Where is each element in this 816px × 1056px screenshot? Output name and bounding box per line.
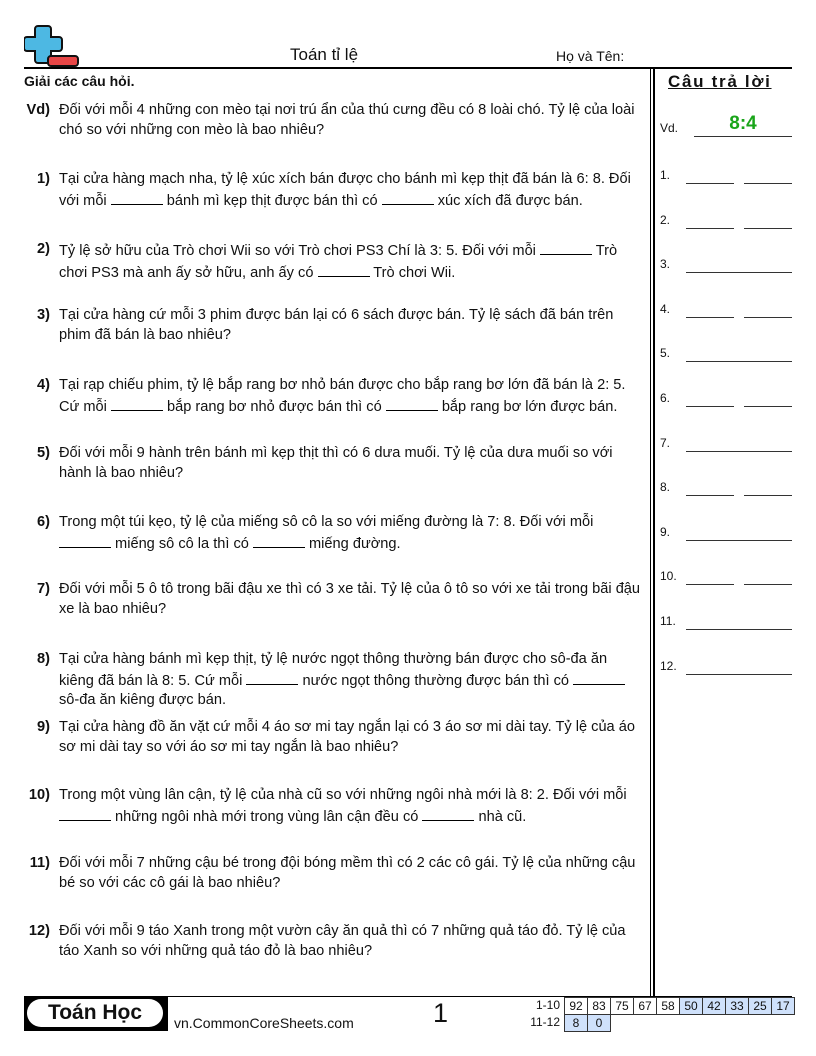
question bbox=[24, 513, 644, 554]
answers-title: Câu trả lời bbox=[668, 72, 772, 91]
question-text bbox=[59, 240, 644, 283]
question-text bbox=[59, 786, 644, 827]
question-text-part: nhà cũ. bbox=[474, 808, 527, 825]
example-answer: 8:4 bbox=[729, 113, 757, 134]
answer-row bbox=[660, 610, 792, 630]
answer-label: 1. bbox=[660, 168, 671, 182]
fill-in-blank[interactable] bbox=[59, 533, 111, 548]
answer-label: Vd. bbox=[660, 121, 679, 135]
question-text-part: bánh mì kẹp thịt được bán thì có bbox=[162, 192, 382, 209]
fill-in-blank[interactable] bbox=[318, 262, 370, 277]
question-text-part: Tại rạp chiếu phim, tỷ lệ bắp rang bơ nhỏ bán được cho bắp rang bơ lớn đã bán là 2: 5. Cứ mỗi bbox=[59, 377, 626, 415]
question-text-part: Tỷ lệ sở hữu của Trò chơi Wii so với Trò chơi PS3 Chí là 3: 5. Đối với mỗi bbox=[59, 243, 540, 259]
question bbox=[24, 922, 644, 961]
score-cell: 0 bbox=[587, 1014, 611, 1032]
fill-in-blank[interactable] bbox=[59, 806, 111, 821]
answer-line bbox=[694, 113, 792, 137]
fill-in-blank[interactable] bbox=[111, 190, 163, 205]
question-text-part: nước ngọt thông thường được bán thì có bbox=[298, 672, 574, 689]
question-text-part: sô-đa ăn kiêng được bán. bbox=[59, 692, 227, 708]
brand-badge bbox=[24, 996, 168, 1031]
answer-label: 12. bbox=[660, 658, 677, 673]
question-number: 10) bbox=[28, 787, 50, 803]
question-number: 8) bbox=[37, 651, 50, 667]
answer-input-line[interactable] bbox=[686, 406, 734, 407]
question bbox=[24, 444, 644, 483]
fill-in-blank[interactable] bbox=[540, 240, 592, 255]
fill-in-blank[interactable] bbox=[253, 533, 305, 548]
answer-input-line[interactable] bbox=[744, 495, 792, 496]
answer-label: 9. bbox=[660, 524, 671, 539]
question-number: 6) bbox=[37, 514, 50, 530]
score-cell: 42 bbox=[702, 997, 726, 1015]
answer-row bbox=[660, 565, 792, 585]
score-cell: 58 bbox=[656, 997, 680, 1015]
answer-label: 7. bbox=[660, 435, 671, 450]
column-divider bbox=[653, 69, 655, 997]
instructions: Giải các câu hỏi. bbox=[24, 73, 135, 89]
question-number: 4) bbox=[37, 377, 50, 393]
score-row bbox=[565, 997, 795, 1015]
answer-label: 8. bbox=[660, 480, 671, 495]
fill-in-blank[interactable] bbox=[422, 806, 474, 821]
answer-input-line[interactable] bbox=[686, 540, 792, 541]
score-row-label: 11-12 bbox=[530, 1015, 560, 1029]
question bbox=[24, 580, 644, 619]
answer-input-line[interactable] bbox=[744, 183, 792, 184]
answer-input-line[interactable] bbox=[744, 317, 792, 318]
question-text-part: bắp rang bơ nhỏ được bán thì có bbox=[162, 398, 386, 415]
answer-input-line[interactable] bbox=[686, 272, 792, 273]
question-text-part: Tại cửa hàng bánh mì kẹp thịt, tỷ lệ nước ngọt thông thường bán được cho sô-đa ăn kiêng đã bán là 8: 5. Cứ mỗi bbox=[59, 651, 608, 689]
question bbox=[24, 854, 644, 893]
question-number: 7) bbox=[37, 581, 50, 597]
question-text bbox=[59, 376, 644, 417]
question-number: 11) bbox=[29, 855, 50, 871]
question-number: 5) bbox=[37, 445, 50, 461]
question-text-part: xúc xích đã được bán. bbox=[433, 192, 583, 209]
page-number: 1 bbox=[433, 998, 449, 1028]
question-text bbox=[59, 580, 644, 619]
question bbox=[24, 170, 644, 211]
question-text bbox=[59, 718, 644, 757]
answer-row bbox=[660, 476, 792, 496]
question-text-part: Trong một túi kẹo, tỷ lệ của miếng sô cô la so với miếng đường là 7: 8. Đối với mỗi bbox=[59, 514, 594, 530]
fill-in-blank[interactable] bbox=[111, 396, 163, 411]
example-question bbox=[24, 101, 644, 140]
plus-minus-icon bbox=[24, 24, 80, 68]
question-text-part: Đối với mỗi 9 táo Xanh trong một vườn cây ăn quả thì có 7 những quả táo đỏ. Tỷ lệ của táo Xanh so với những quả táo đỏ là bao nhiêu? bbox=[59, 923, 626, 959]
question-text-part: Tại cửa hàng đồ ăn vặt cứ mỗi 4 áo sơ mi tay ngắn lại có 3 áo sơ mi dài tay. Tỷ lệ của áo sơ mi dài tay so với áo sơ mi tay ngắn là bao nhiêu? bbox=[59, 719, 635, 755]
question-text bbox=[59, 650, 644, 711]
fill-in-blank[interactable] bbox=[246, 670, 298, 685]
answer-row bbox=[660, 655, 792, 675]
answer-input-line[interactable] bbox=[744, 584, 792, 585]
answer-row bbox=[660, 164, 792, 184]
site-url: vn.CommonCoreSheets.com bbox=[174, 1015, 354, 1031]
fill-in-blank[interactable] bbox=[386, 396, 438, 411]
question bbox=[24, 376, 644, 417]
answer-label: 10. bbox=[660, 569, 677, 584]
answer-input-line[interactable] bbox=[686, 317, 734, 318]
question-text-part: Trò chơi PS3 mà anh ấy sở hữu, anh ấy có bbox=[59, 243, 618, 281]
question bbox=[24, 650, 644, 711]
page-title: Toán tỉ lệ bbox=[290, 45, 359, 64]
question-text-part: Tại cửa hàng cứ mỗi 3 phim được bán lại có 6 sách được bán. Tỷ lệ sách đã bán trên phim đã bán là bao nhiêu? bbox=[59, 307, 614, 343]
answer-row bbox=[660, 521, 792, 541]
score-cell: 17 bbox=[771, 997, 795, 1015]
answer-label: 4. bbox=[660, 301, 671, 316]
name-label: Họ và Tên: bbox=[556, 48, 625, 64]
question-text-part: Đối với mỗi 5 ô tô trong bãi đậu xe thì có 3 xe tải. Tỷ lệ của ô tô so với xe tải trong bãi đậu xe là bao nhiêu? bbox=[59, 581, 641, 617]
answer-row bbox=[660, 209, 792, 229]
score-cell: 83 bbox=[587, 997, 611, 1015]
answer-row bbox=[660, 432, 792, 452]
score-cell: 8 bbox=[564, 1014, 588, 1032]
fill-in-blank[interactable] bbox=[573, 670, 625, 685]
question-text-part: bắp rang bơ lớn được bán. bbox=[437, 398, 618, 415]
score-cell: 25 bbox=[748, 997, 772, 1015]
question-text bbox=[59, 854, 644, 893]
answer-row bbox=[660, 298, 792, 318]
answer-row bbox=[660, 342, 792, 362]
answer-label: 5. bbox=[660, 346, 671, 361]
question-number: 1) bbox=[37, 171, 50, 187]
question-text bbox=[59, 170, 644, 211]
score-row bbox=[565, 1014, 611, 1032]
question bbox=[24, 240, 644, 283]
question-text bbox=[59, 444, 644, 483]
question bbox=[24, 306, 644, 345]
answer-input-line[interactable] bbox=[686, 183, 734, 184]
answer-row bbox=[660, 253, 792, 273]
question-text-part: những ngôi nhà mới trong vùng lân cận đều có bbox=[111, 808, 423, 825]
answer-row-example bbox=[660, 113, 792, 137]
answer-input-line[interactable] bbox=[686, 584, 734, 585]
score-cell: 75 bbox=[610, 997, 634, 1015]
question bbox=[24, 718, 644, 757]
question-text-part: Trong một vùng lân cận, tỷ lệ của nhà cũ so với những ngôi nhà mới là 8: 2. Đối với mỗi bbox=[59, 787, 627, 803]
question-text-part: Đối với mỗi 4 những con mèo tại nơi trú ẩn của thú cưng đều có 8 loài chó. Tỷ lệ của loài chó so với những con mèo là bao nhiêu? bbox=[59, 102, 635, 138]
answer-input-line[interactable] bbox=[744, 228, 792, 229]
question-text bbox=[59, 101, 644, 140]
score-cell: 67 bbox=[633, 997, 657, 1015]
answer-label: 2. bbox=[660, 212, 671, 227]
question-text-part: miếng sô cô la thì có bbox=[111, 535, 253, 552]
answer-input-line[interactable] bbox=[744, 406, 792, 407]
answer-input-line[interactable] bbox=[686, 495, 734, 496]
score-cell: 50 bbox=[679, 997, 703, 1015]
question-text-part: Đối với mỗi 7 những cậu bé trong đội bóng mềm thì có 2 các cô gái. Tỷ lệ của những cậu bé so với các cô gái là bao nhiêu? bbox=[59, 855, 636, 891]
question-text bbox=[59, 922, 644, 961]
question-text-part: miếng đường. bbox=[304, 535, 401, 552]
brand-label: Toán Học bbox=[27, 999, 163, 1027]
answer-label: 3. bbox=[660, 257, 671, 272]
question-number: 3) bbox=[37, 307, 50, 323]
fill-in-blank[interactable] bbox=[382, 190, 434, 205]
answer-input-line[interactable] bbox=[686, 361, 792, 362]
score-cell: 92 bbox=[564, 997, 588, 1015]
answer-label: 11. bbox=[660, 614, 676, 628]
answer-input-line[interactable] bbox=[686, 674, 792, 675]
question-text-part: Trò chơi Wii. bbox=[369, 264, 456, 281]
score-row-label: 1-10 bbox=[535, 998, 560, 1012]
answer-input-line[interactable] bbox=[686, 451, 792, 452]
header-divider bbox=[24, 67, 792, 69]
question-number: 2) bbox=[37, 241, 50, 257]
answer-label: 6. bbox=[660, 391, 671, 405]
score-cell: 33 bbox=[725, 997, 749, 1015]
question-text-part: Đối với mỗi 9 hành trên bánh mì kẹp thịt thì có 6 dưa muối. Tỷ lệ của dưa muối so với hành là bao nhiêu? bbox=[59, 445, 613, 481]
question-number: Vd) bbox=[26, 102, 50, 118]
answer-input-line[interactable] bbox=[686, 228, 734, 229]
answer-input-line[interactable] bbox=[686, 629, 792, 630]
question bbox=[24, 786, 644, 827]
question-text bbox=[59, 306, 644, 345]
question-text-part: Tại cửa hàng mạch nha, tỷ lệ xúc xích bán được cho bánh mì kẹp thịt đã bán là 6: 8. Đối với mỗi bbox=[59, 171, 631, 209]
answer-row bbox=[660, 387, 792, 407]
question-number: 12) bbox=[28, 923, 50, 939]
question-text bbox=[59, 513, 644, 554]
question-number: 9) bbox=[37, 719, 50, 735]
column-divider bbox=[650, 69, 651, 997]
